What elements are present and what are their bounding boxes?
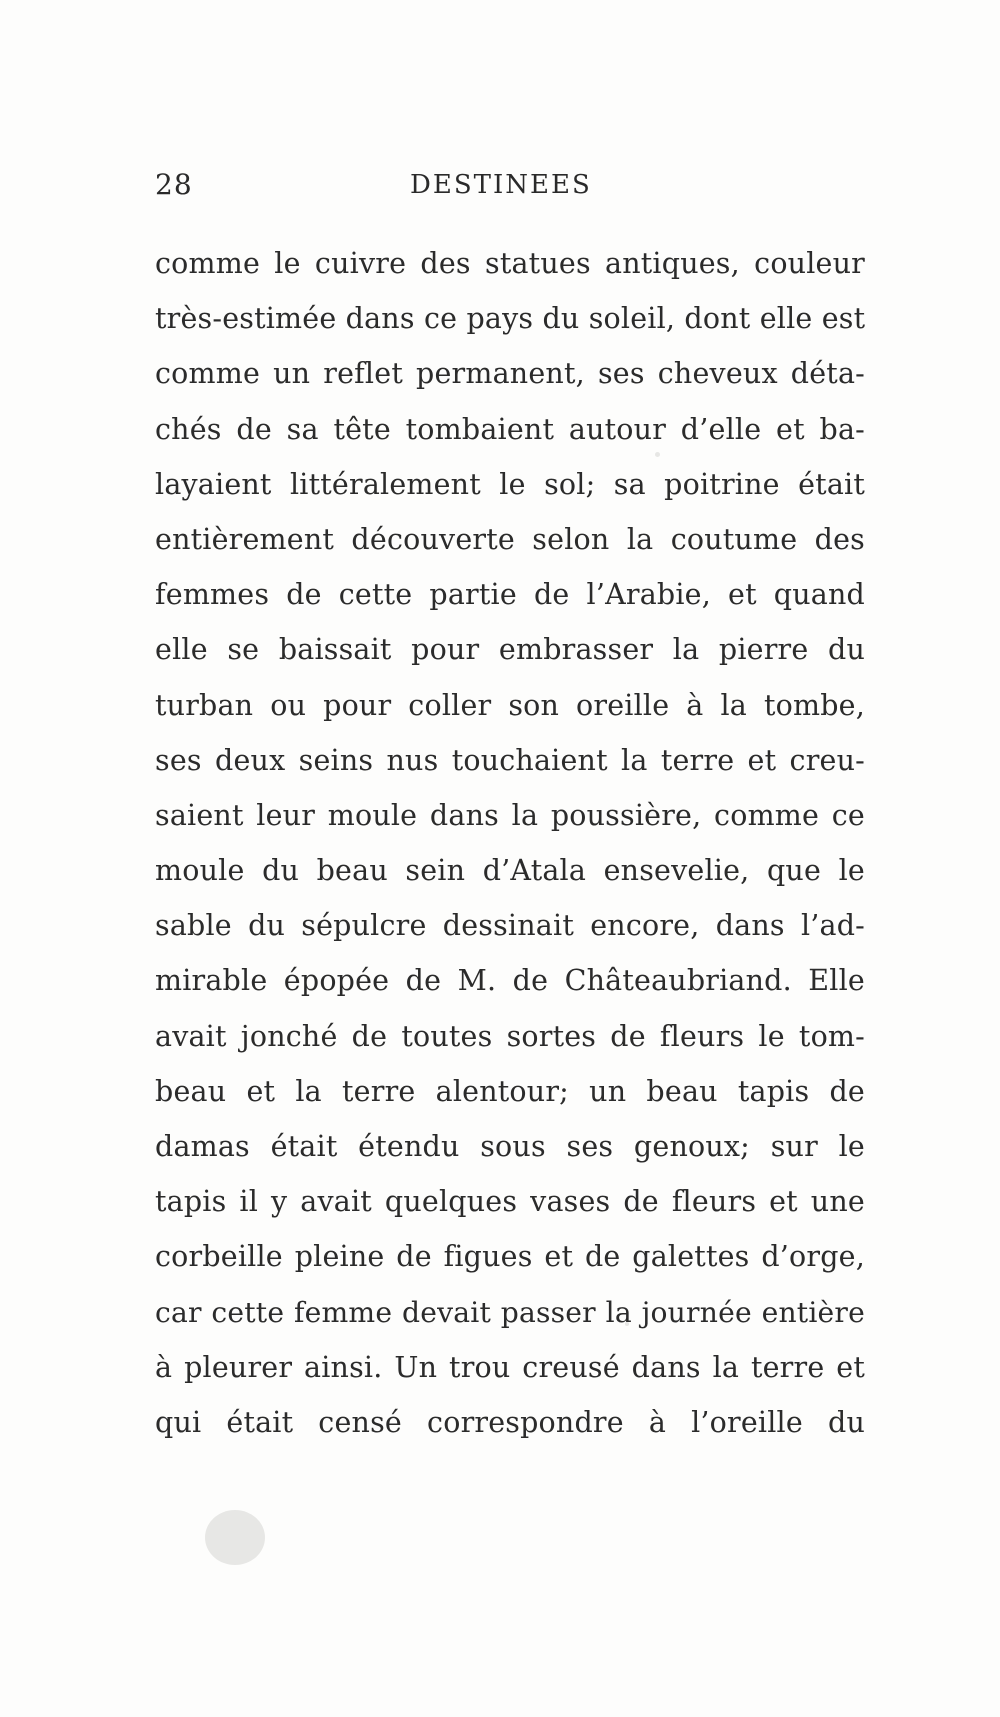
- text-line: entièrement découverte selon la coutume des: [155, 522, 865, 556]
- text-line: turban ou pour coller son oreille à la tombe,: [155, 688, 865, 722]
- running-head: [155, 168, 865, 208]
- text-line: ses deux seins nus touchaient la terre et creu-: [155, 743, 865, 777]
- text-line: comme le cuivre des statues antiques, couleur: [155, 247, 865, 280]
- text-line: très-estimée dans ce pays du soleil, dont elle est: [155, 302, 866, 336]
- text-line: chés de sa tête tombaient autour d’elle et ba-: [155, 412, 865, 446]
- text-line: à pleurer ainsi. Un trou creusé dans la terre et: [155, 1350, 865, 1384]
- paper-stain: [205, 1510, 265, 1565]
- running-title: DESTINEES: [410, 170, 592, 200]
- text-line: car cette femme devait passer la journée entière: [155, 1295, 865, 1329]
- text-line: qui était censé correspondre à l’oreille du: [155, 1405, 865, 1439]
- page-number: 28: [155, 168, 193, 201]
- text-line: damas était étendu sous ses genoux; sur le: [155, 1130, 865, 1163]
- text-line: moule du beau sein d’Atala ensevelie, que le: [155, 854, 865, 888]
- text-line: saient leur moule dans la poussière, comme ce: [155, 798, 865, 832]
- text-line: mirable épopée de M. de Châteaubriand. Elle: [155, 964, 865, 998]
- text-line: layaient littéralement le sol; sa poitrine était: [155, 467, 865, 501]
- text-line: sable du sépulcre dessinait encore, dans l’ad-: [155, 909, 865, 943]
- text-line: beau et la terre alentour; un beau tapis de: [155, 1074, 865, 1108]
- text-line: corbeille pleine de figues et de galettes d’orge,: [155, 1240, 865, 1274]
- text-line: tapis il y avait quelques vases de fleurs et une: [155, 1185, 865, 1219]
- text-line: avait jonché de toutes sortes de fleurs le tom-: [155, 1019, 865, 1053]
- body-text: [155, 236, 865, 1450]
- text-line: comme un reflet permanent, ses cheveux déta-: [155, 357, 865, 391]
- text-line: femmes de cette partie de l’Arabie, et quand: [155, 578, 865, 612]
- text-line: elle se baissait pour embrasser la pierre du: [155, 633, 865, 667]
